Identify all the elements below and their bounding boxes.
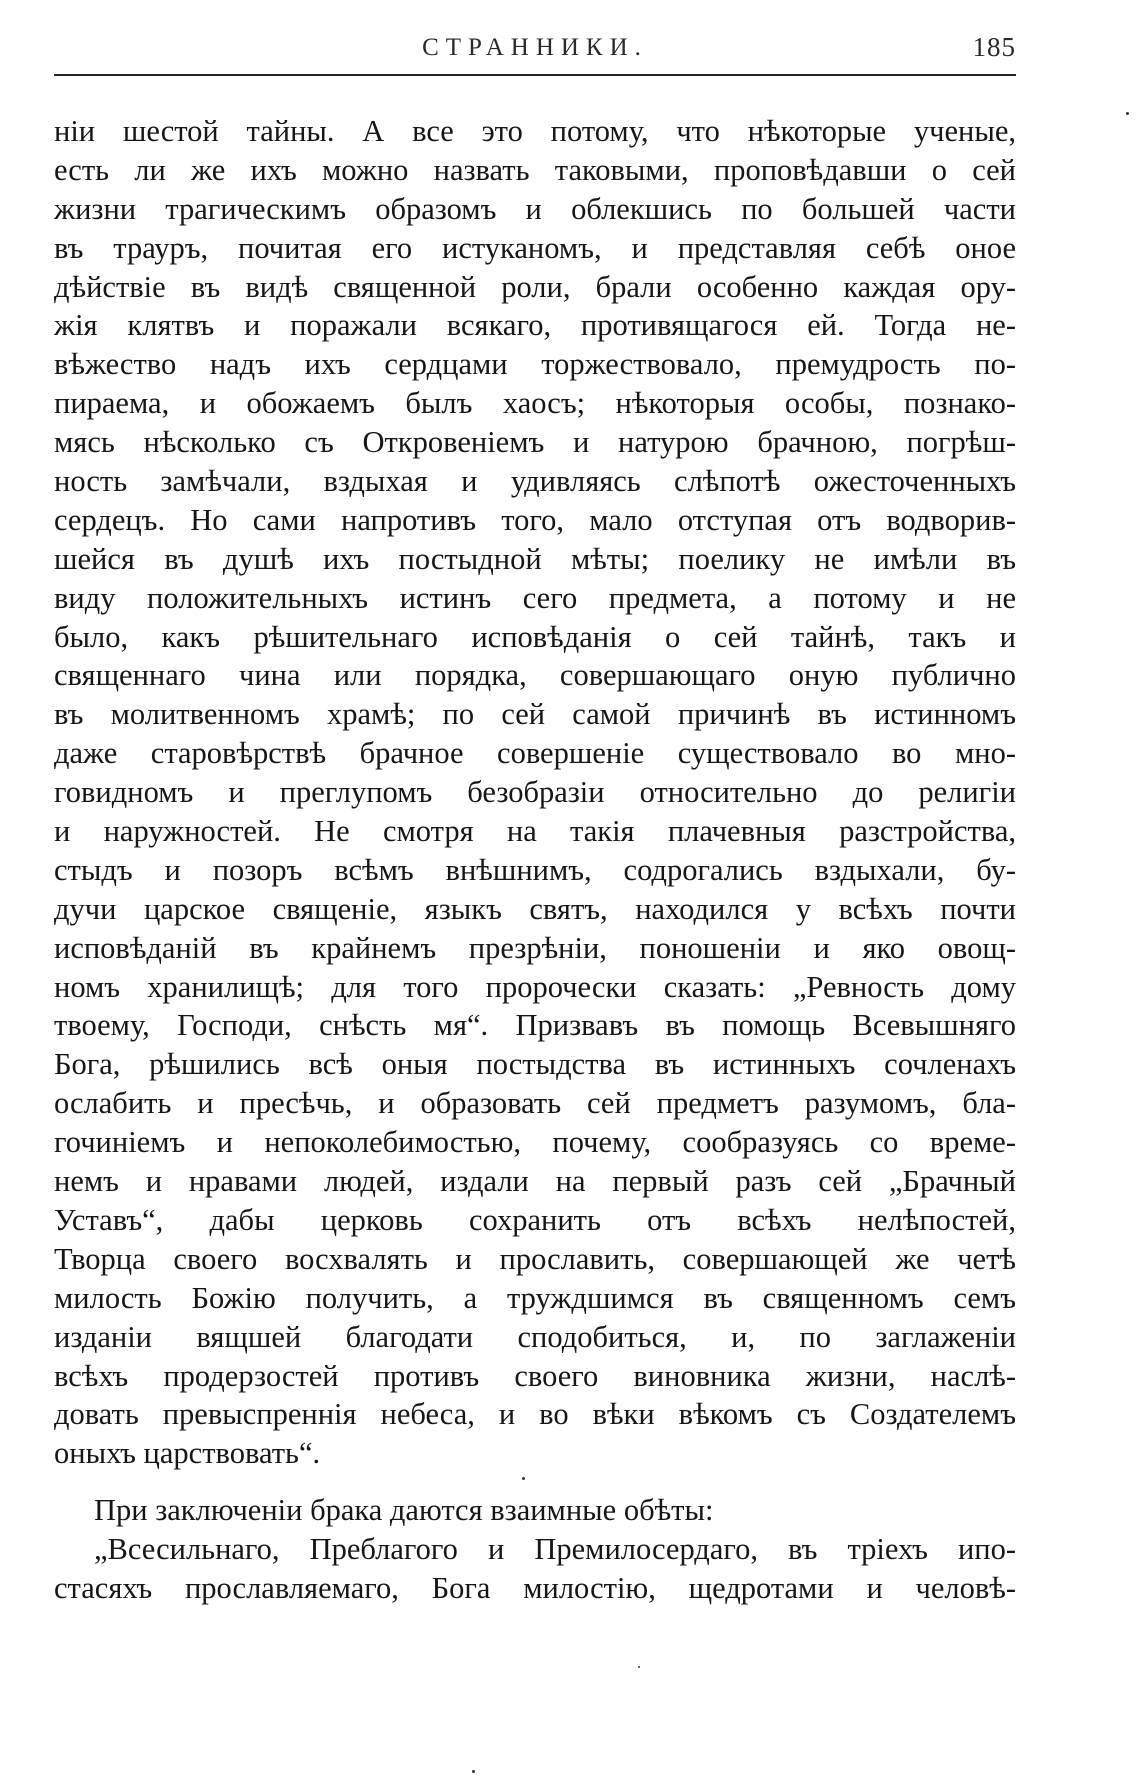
text-line: гочиніемъ и непоколебимостью, почему, сообразуясь со време- xyxy=(54,1125,1016,1160)
text-line: ность замѣчали, вздыхая и удивляясь слѣпотѣ ожесточенныхъ xyxy=(54,464,1016,499)
text-line: оныхъ царствовать“. xyxy=(54,1436,321,1471)
header-rule xyxy=(54,74,1016,76)
text-line: вѣжество надъ ихъ сердцами торжествовало, премудрость по- xyxy=(54,347,1016,382)
text-line: ніи шестой тайны. А все это потому, что нѣкоторые ученые, xyxy=(54,114,1016,148)
print-speck xyxy=(522,1477,525,1480)
text-line: „Всесильнаго, Преблагого и Премилосердаго, въ тріехъ ипо- xyxy=(94,1532,1016,1567)
body-text xyxy=(54,112,1016,1608)
text-line: изданіи вящшей благодати сподобиться, и, по заглаженіи xyxy=(54,1319,1016,1354)
text-line: стыдъ и позоръ всѣмъ внѣшнимъ, содрогались вздыхали, бу- xyxy=(54,852,1016,887)
text-line: исповѣданій въ крайнемъ презрѣніи, поношеніи и яко овощ- xyxy=(54,930,1016,965)
text-line: жизни трагическимъ образомъ и облекшись по большей части xyxy=(54,191,1016,226)
text-line: говидномъ и преглупомъ безобразіи относительно до религіи xyxy=(54,775,1016,810)
text-line: ослабить и пресѣчь, и образовать сей предметъ разумомъ, бла- xyxy=(54,1086,1016,1121)
text-line: твоему, Господи, снѣсть мя“. Призвавъ въ помощь Всевышняго xyxy=(54,1008,1016,1043)
text-line: сердецъ. Но сами напротивъ того, мало отступая отъ водворив- xyxy=(54,502,1016,537)
paragraph-3 xyxy=(54,1530,1016,1608)
text-line: всѣхъ продерзостей противъ своего виновника жизни, наслѣ- xyxy=(54,1358,1016,1393)
text-line: дѣйствіе въ видѣ священной роли, брали особенно каждая ору- xyxy=(54,269,1016,304)
text-line: немъ и нравами людей, издали на первый разъ сей „Брачный xyxy=(54,1164,1016,1199)
text-line: виду положительныхъ истинъ сего предмета, а потому и не xyxy=(54,580,1016,615)
text-line: есть ли же ихъ можно назвать таковыми, проповѣдавши о сей xyxy=(54,152,1016,187)
text-line: жія клятвъ и поражали всякаго, противящагося ей. Тогда не- xyxy=(54,308,1016,343)
running-title: СТРАННИКИ. xyxy=(422,34,648,61)
print-speck xyxy=(638,1666,640,1668)
text-line: въ молитвенномъ храмѣ; по сей самой причинѣ въ истинномъ xyxy=(54,697,1016,732)
text-line: Творца своего восхвалять и прославить, совершающей же четѣ xyxy=(54,1241,1016,1276)
print-speck xyxy=(472,1770,475,1773)
text-line: и наружностей. Не смотря на такія плачевныя разстройства, xyxy=(54,814,1016,849)
text-line: Уставъ“, дабы церковь сохранить отъ всѣхъ нелѣпостей, xyxy=(54,1202,1016,1237)
text-line: было, какъ рѣшительнаго исповѣданія о сей тайнѣ, такъ и xyxy=(54,619,1016,654)
text-line: номъ хранилищѣ; для того пророчески сказать: „Ревность дому xyxy=(54,969,1016,1004)
text-line: даже старовѣрствѣ брачное совершеніе существовало во мно- xyxy=(54,736,1016,771)
paragraph-1 xyxy=(54,112,1016,1473)
text-line: При заключеніи брака даются взаимные обѣты: xyxy=(94,1493,714,1528)
text-line: довать превыспреннія небеса, и во вѣки вѣкомъ съ Создателемъ xyxy=(54,1397,1016,1432)
text-line: пираема, и обожаемъ былъ хаосъ; нѣкоторыя особы, познако- xyxy=(54,386,1016,421)
text-line: священнаго чина или порядка, совершающаго оную публично xyxy=(54,658,1016,693)
print-speck xyxy=(1126,112,1129,115)
text-line: Бога, рѣшились всѣ оныя постыдства въ истинныхъ сочленахъ xyxy=(54,1047,1016,1082)
paragraph-spacer xyxy=(54,1473,1016,1491)
paragraph-2 xyxy=(54,1491,1016,1530)
text-line: стасяхъ прославляемаго, Бога милостію, щедротами и человѣ- xyxy=(54,1570,1016,1605)
page-number: 185 xyxy=(972,32,1016,62)
text-line: дучи царское священіе, языкъ святъ, находился у всѣхъ почти xyxy=(54,891,1016,926)
text-line: милость Божію получить, а труждшимся въ священномъ семъ xyxy=(54,1280,1016,1315)
running-head xyxy=(54,30,1016,72)
text-line: въ трауръ, почитая его истуканомъ, и представляя себѣ оное xyxy=(54,230,1016,265)
text-line: шейся въ душѣ ихъ постыдной мѣты; поелику не имѣли въ xyxy=(54,541,1016,576)
text-line: мясь нѣсколько съ Откровеніемъ и натурою брачною, погрѣш- xyxy=(54,425,1016,460)
